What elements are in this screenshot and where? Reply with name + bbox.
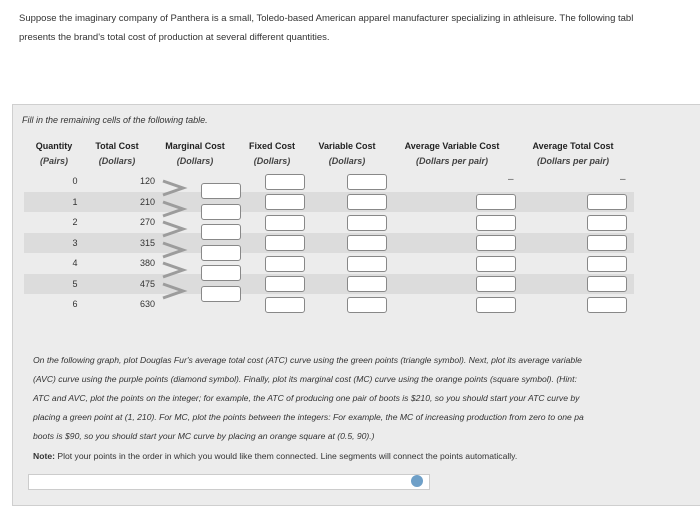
intro-line-1: Suppose the imaginary company of Panthera is a small, Toledo-based American apparel manufacturer specializing in athleisure. The following tabl [19, 13, 634, 24]
graph-area-top [28, 474, 430, 490]
note-label: Note: [33, 451, 55, 461]
mc-arrow-icon [163, 284, 183, 298]
intro-line-2: presents the brand's total cost of production at several different quantities. [19, 32, 330, 43]
graph-instructions-line: ATC and AVC, plot the points on the integer; for example, the ATC of producing one pair of boots is $210, so you should start your ATC curve by [33, 393, 580, 403]
fixed-cost-input[interactable] [265, 235, 305, 251]
graph-instructions-line: boots is $90, so you should start your MC curve by placing an orange square at (0.5, 90).) [33, 431, 375, 441]
header-marginal-cost-unit: (Dollars) [176, 156, 214, 166]
fixed-cost-input[interactable] [265, 215, 305, 231]
header-marginal-cost-title: Marginal Cost [165, 141, 225, 151]
cell-quantity: 5 [72, 279, 78, 289]
fixed-cost-input[interactable] [265, 174, 305, 190]
header-atc-title: Average Total Cost [532, 141, 614, 151]
header-fixed-cost-title: Fixed Cost [248, 141, 295, 151]
cell-quantity: 0 [72, 176, 78, 186]
note [33, 451, 517, 461]
mc-arrow-icon [163, 222, 183, 236]
cell-total-cost: 380 [139, 258, 155, 268]
fixed-cost-input[interactable] [265, 276, 305, 292]
graph-instructions-line: placing a green point at (1, 210). For MC, plot the points between the integers: For example, the MC of increasing production from zero to one pa [33, 412, 584, 422]
cell-quantity: 6 [72, 299, 78, 309]
mc-arrow-icon [163, 202, 183, 216]
variable-cost-input[interactable] [347, 174, 387, 190]
header-quantity-title: Quantity [35, 141, 73, 151]
avc-dash: – [508, 174, 514, 185]
marginal-cost-input[interactable] [201, 245, 241, 261]
mc-arrow-icon [163, 263, 183, 277]
graph-instructions [33, 351, 700, 446]
variable-cost-input[interactable] [347, 276, 387, 292]
fixed-cost-input[interactable] [265, 194, 305, 210]
help-icon[interactable] [411, 475, 423, 487]
atc-input[interactable] [587, 297, 627, 313]
table-instruction: Fill in the remaining cells of the following table. [22, 115, 208, 125]
header-avc-title: Average Variable Cost [404, 141, 500, 151]
marginal-cost-input[interactable] [201, 286, 241, 302]
header-total-cost-title: Total Cost [95, 141, 139, 151]
cell-total-cost: 120 [139, 176, 155, 186]
cell-quantity: 3 [72, 238, 78, 248]
atc-dash: – [620, 174, 626, 185]
mc-arrow-icon [163, 243, 183, 257]
header-quantity-unit: (Pairs) [39, 156, 68, 166]
marginal-cost-input[interactable] [201, 224, 241, 240]
avc-input[interactable] [476, 256, 516, 272]
atc-input[interactable] [587, 235, 627, 251]
cell-total-cost: 210 [139, 197, 155, 207]
avc-input[interactable] [476, 297, 516, 313]
fixed-cost-input[interactable] [265, 297, 305, 313]
cell-quantity: 1 [72, 197, 78, 207]
variable-cost-input[interactable] [347, 256, 387, 272]
header-total-cost-unit: (Dollars) [98, 156, 136, 166]
atc-input[interactable] [587, 194, 627, 210]
cell-total-cost: 315 [139, 238, 155, 248]
cell-total-cost: 630 [139, 299, 155, 309]
avc-input[interactable] [476, 235, 516, 251]
cell-total-cost: 475 [139, 279, 155, 289]
header-atc-unit: (Dollars per pair) [536, 156, 610, 166]
cell-total-cost: 270 [139, 217, 155, 227]
marginal-cost-input[interactable] [201, 183, 241, 199]
header-fixed-cost-unit: (Dollars) [253, 156, 291, 166]
atc-input[interactable] [587, 215, 627, 231]
graph-instructions-line: On the following graph, plot Douglas Fur's average total cost (ATC) curve using the green points (triangle symbol). Next, plot its average variable [33, 355, 582, 365]
variable-cost-input[interactable] [347, 215, 387, 231]
header-variable-cost-title: Variable Cost [318, 141, 376, 151]
cell-quantity: 2 [72, 217, 78, 227]
note-text: Plot your points in the order in which you would like them connected. Line segments will connect the points automatically. [54, 451, 518, 461]
variable-cost-input[interactable] [347, 194, 387, 210]
header-avc-unit: (Dollars per pair) [415, 156, 489, 166]
variable-cost-input[interactable] [347, 297, 387, 313]
atc-input[interactable] [587, 276, 627, 292]
avc-input[interactable] [476, 276, 516, 292]
cell-quantity: 4 [72, 258, 78, 268]
fixed-cost-input[interactable] [265, 256, 305, 272]
atc-input[interactable] [587, 256, 627, 272]
graph-instructions-line: (AVC) curve using the purple points (diamond symbol). Finally, plot its marginal cost (MC) curve using the orange points (square symbol). (Hint: [33, 374, 577, 384]
marginal-cost-input[interactable] [201, 204, 241, 220]
avc-input[interactable] [476, 194, 516, 210]
variable-cost-input[interactable] [347, 235, 387, 251]
mc-arrow-icon [163, 181, 183, 195]
marginal-cost-input[interactable] [201, 265, 241, 281]
header-variable-cost-unit: (Dollars) [328, 156, 366, 166]
avc-input[interactable] [476, 215, 516, 231]
